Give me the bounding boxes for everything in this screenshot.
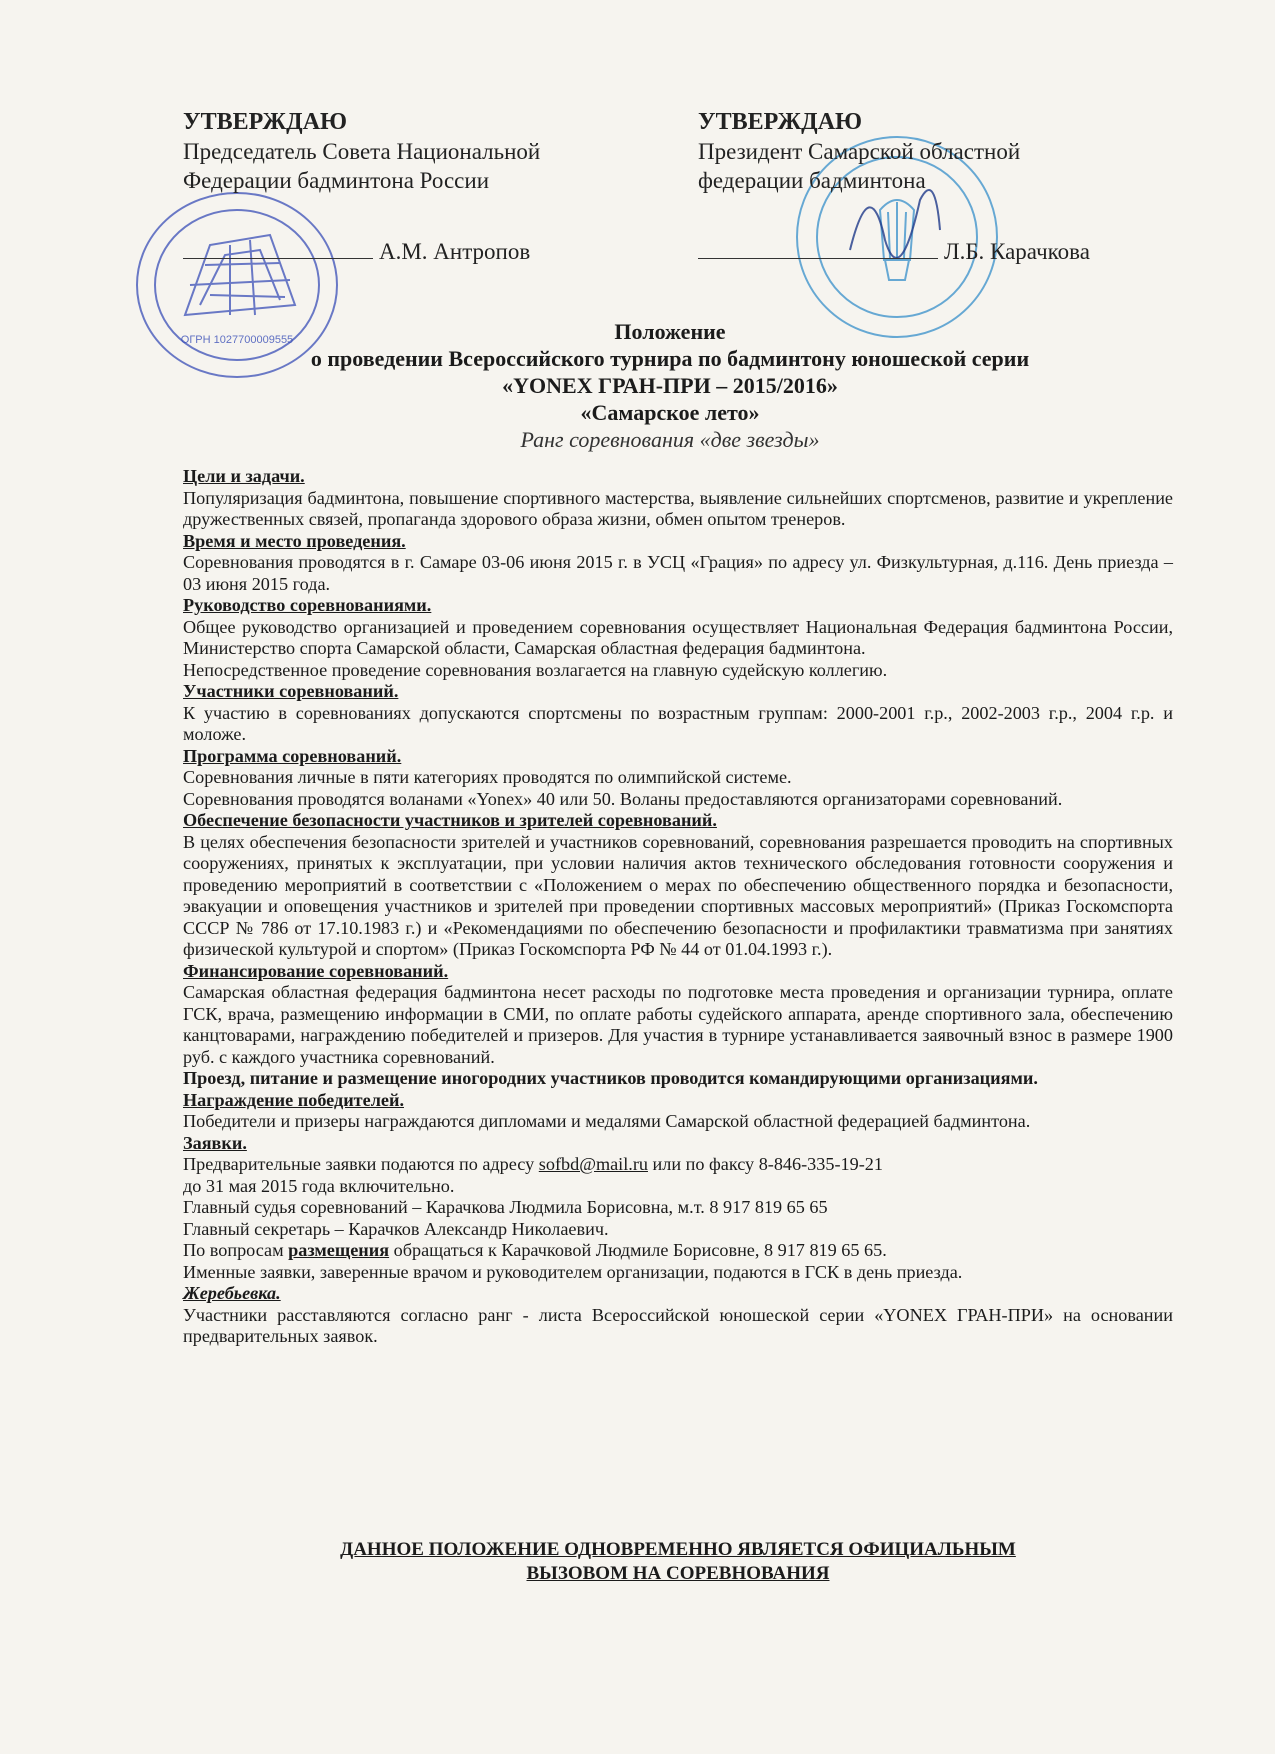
applications-line-4: Главный секретарь – Карачков Александр Николаевич.	[183, 1218, 609, 1239]
applications-line-6: Именные заявки, заверенные врачом и руководителем организации, подаются в ГСК в день приезда.	[183, 1261, 963, 1282]
document-title	[160, 318, 1180, 453]
section-text-program-1: Соревнования личные в пяти категориях проводятся по олимпийской системе.	[183, 767, 792, 787]
section-heading-finance: Финансирование соревнований.	[183, 960, 449, 981]
title-line-2: о проведении Всероссийского турнира по бадминтону юношеской серии	[310, 346, 1030, 371]
section-text-safety: В целях обеспечения безопасности зрителей и участников соревнований, соревнования разрешается проводить на спортивных сооружениях, принятых к эксплуатации, при условии наличия актов технического обследования готовности сооружения и проведению мероприятий в соответствии с «Положением о мерах по обеспечению общественного порядка и безопасности, эвакуации и оповещения участников и зрителей при проведении спортивных массовых мероприятий» (Приказ Госкомспорта СССР № 786 от 17.10.1983 г.) и «Рекомендациями по обеспечению безопасности и профилактики травматизма при занятиях физической культурой и спортом» (Приказ Госкомспорта РФ № 44 от 01.04.1993 г.).	[183, 831, 1173, 959]
section-text-finance: Самарская областная федерация бадминтона несет расходы по подготовке места проведения и организации турнира, оплате ГСК, врача, размещению информации в СМИ, по оплате работы судейского аппарата, аренде спортивного зала, обеспечению канцтоварами, награждению победителей и призеров. Для участия в турнире устанавливается заявочный взнос в размере 1900 руб. с каждого участника соревнований.	[183, 982, 1173, 1067]
document-body	[183, 466, 1173, 1348]
approval-position-left-2: Федерации бадминтона России	[183, 168, 489, 193]
section-heading-draw: Жеребьевка.	[183, 1283, 281, 1303]
left-stamp-ogrn: ОГРН 1027700009555	[180, 334, 294, 346]
applications-email-link[interactable]: sofbd@mail.ru	[538, 1154, 648, 1174]
section-text-program-2: Соревнования проводятся воланами «Yonex» 40 или 50. Воланы предоставляются организаторами соревнований.	[183, 788, 1063, 809]
approval-signature-right	[698, 237, 1118, 266]
approval-position-right-1: Президент Самарской областной	[698, 139, 1021, 164]
signature-line-right	[698, 258, 938, 259]
applications-line-5-prefix: По вопросам	[183, 1240, 289, 1260]
section-text-finance-travel: Проезд, питание и размещение иногородних участников проводится командирующими организациями.	[183, 1068, 1038, 1088]
section-heading-awards: Награждение победителей.	[183, 1089, 404, 1110]
approval-name-left: А.М. Антропов	[379, 239, 531, 264]
applications-line-1-prefix: Предварительные заявки подаются по адресу	[183, 1154, 539, 1174]
section-heading-participants: Участники соревнований.	[183, 681, 399, 701]
footer-line-2: ВЫЗОВОМ НА СОРЕВНОВАНИЯ	[526, 1563, 830, 1584]
section-text-awards: Победители и призеры награждаются дипломами и медалями Самарской областной федерацией бадминтона.	[183, 1111, 1031, 1131]
footer-line-1: ДАННОЕ ПОЛОЖЕНИЕ ОДНОВРЕМЕННО ЯВЛЯЕТСЯ ОФИЦИАЛЬНЫМ	[340, 1539, 1016, 1560]
approval-block-right	[698, 108, 1118, 266]
section-heading-safety: Обеспечение безопасности участников и зрителей соревнований.	[183, 810, 717, 830]
applications-line-5-word: размещения	[288, 1240, 390, 1260]
title-line-1: Положение	[614, 319, 726, 344]
applications-line-1	[183, 1154, 1173, 1176]
approval-signature-left	[183, 237, 603, 266]
approval-name-right: Л.Б. Карачкова	[944, 239, 1090, 264]
section-heading-management: Руководство соревнованиями.	[183, 595, 432, 615]
applications-line-2: до 31 мая 2015 года включительно.	[183, 1175, 455, 1196]
section-heading-goals: Цели и задачи.	[183, 466, 305, 486]
applications-line-5	[183, 1240, 1173, 1262]
approval-heading-right: УТВЕРЖДАЮ	[698, 109, 863, 135]
section-heading-applications: Заявки.	[183, 1132, 247, 1153]
approval-position-right-2: федерации бадминтона	[698, 168, 926, 193]
section-text-participants: К участию в соревнованиях допускаются спортсмены по возрастным группам: 2000-2001 г.р., 2002-2003 г.р., 2004 г.р. и моложе.	[183, 702, 1173, 744]
approval-block-left	[183, 108, 603, 266]
section-heading-program: Программа соревнований.	[183, 745, 402, 766]
section-text-time-place: Соревнования проводятся в г. Самаре 03-06 июня 2015 г. в УСЦ «Грация» по адресу ул. Физкультурная, д.116. День приезда – 03 июня 2015 года.	[183, 552, 1173, 594]
applications-line-5-suffix: обращаться к Карачковой Людмиле Борисовне, 8 917 819 65 65.	[389, 1240, 887, 1260]
section-text-goals: Популяризация бадминтона, повышение спортивного мастерства, выявление сильнейших спортсменов, развитие и укрепление дружественных связей, пропаганда здорового образа жизни, обмен опытом тренеров.	[183, 487, 1173, 529]
section-text-draw: Участники расставляются согласно ранг - листа Всероссийской юношеской серии «YONEX ГРАН-ПРИ» на основании предварительных заявок.	[183, 1304, 1173, 1346]
section-text-management-2: Непосредственное проведение соревнования возлагается на главную судейскую коллегию.	[183, 659, 888, 680]
section-heading-time-place: Время и место проведения.	[183, 530, 406, 551]
approval-position-left-1: Председатель Совета Национальной	[183, 139, 541, 164]
title-line-3: «YONEX ГРАН-ПРИ – 2015/2016»	[502, 373, 838, 398]
approval-heading-left: УТВЕРЖДАЮ	[183, 109, 348, 135]
applications-line-1-suffix: или по факсу 8-846-335-19-21	[647, 1154, 883, 1174]
section-text-management-1: Общее руководство организацией и проведением соревнования осуществляет Национальная Федерация бадминтона России, Министерство спорта Самарской области, Самарская областная федерация бадминтона.	[183, 616, 1173, 658]
signature-line-left	[183, 258, 373, 259]
competition-rank: Ранг соревнования «две звезды»	[520, 427, 820, 452]
title-line-4: «Самарское лето»	[580, 400, 760, 425]
official-invitation-notice	[183, 1538, 1173, 1586]
applications-line-3: Главный судья соревнований – Карачкова Людмила Борисовна, м.т. 8 917 819 65 65	[183, 1197, 828, 1217]
